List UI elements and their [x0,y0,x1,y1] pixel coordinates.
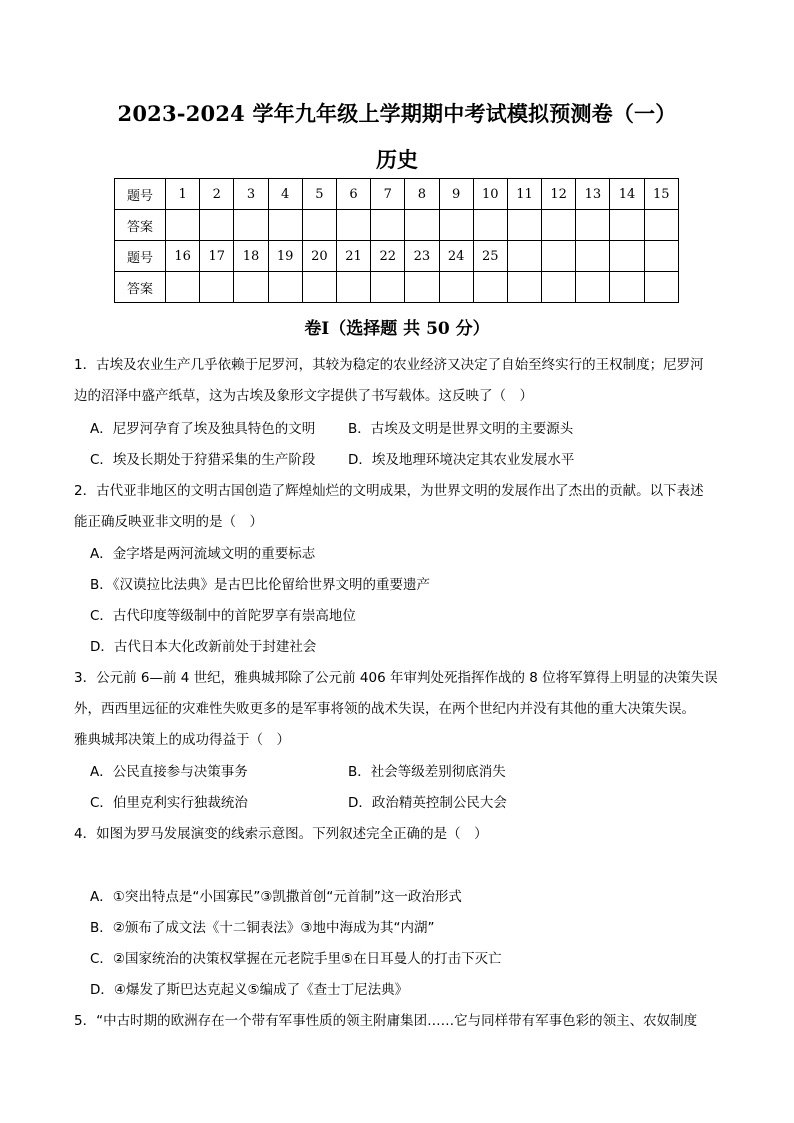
answer-cell [439,210,473,241]
question-number-cell: 20 [302,241,336,272]
question-3-option-c: C．伯里克利实行独裁统治 [90,795,248,811]
question-number-cell: 17 [200,241,234,272]
answer-cell [507,272,541,303]
question-number-cell: 24 [439,241,473,272]
answer-cell [405,272,439,303]
answer-cell [644,272,678,303]
row-label: 题号 [115,179,166,210]
answer-cell [302,272,336,303]
question-number-cell: 18 [234,241,268,272]
exam-title: 2023-2024 学年九年级上学期期中考试模拟预测卷（一） [117,101,677,126]
question-number-cell: 6 [336,179,370,210]
subject-title: 历史 [376,147,418,172]
answer-cell [610,210,644,241]
table-row [115,179,679,210]
question-number-cell: 2 [200,179,234,210]
answer-cell [473,210,507,241]
answer-cell [371,272,405,303]
answer-cell [268,272,302,303]
question-3-option-a: A．公民直接参与决策事务 [90,764,248,780]
question-3-stem-line: 3．公元前 6—前 4 世纪，雅典城邦除了公元前 406 年审判处死指挥作战的 8 位将军算得上明显的决策失误 [74,670,718,686]
question-3-stem-line: 雅典城邦决策上的成功得益于（ ） [74,732,290,748]
question-number-cell: 21 [336,241,370,272]
table-row [115,272,679,303]
question-2-option-d: D．古代日本大化改新前处于封建社会 [90,639,317,655]
question-number-cell: 8 [405,179,439,210]
question-number-cell: 19 [268,241,302,272]
question-1-option-d: D．埃及地理环境决定其农业发展水平 [348,452,575,468]
question-number-cell: 10 [473,179,507,210]
question-4-option-a: A．①突出特点是“小国寡民”③凯撒首创“元首制”这一政治形式 [90,889,462,905]
answer-cell [166,210,200,241]
row-label: 答案 [115,272,166,303]
answer-cell [336,210,370,241]
question-number-cell: 7 [371,179,405,210]
question-2-stem-line: 2．古代亚非地区的文明古国创造了辉煌灿烂的文明成果，为世界文明的发展作出了杰出的贡献。以下表述 [74,483,704,499]
question-number-cell [576,241,610,272]
question-3-stem-line: 外，西西里远征的灾难性失败更多的是军事将领的战术失误，在两个世纪内并没有其他的重大决策失误。 [74,701,695,717]
question-number-cell: 9 [439,179,473,210]
question-number-cell: 25 [473,241,507,272]
question-number-cell: 1 [166,179,200,210]
answer-cell [371,210,405,241]
question-4-option-b: B．②颁布了成文法《十二铜表法》③地中海成为其“内湖” [90,920,435,936]
question-2-option-a: A．金字塔是两河流域文明的重要标志 [90,546,316,562]
answer-cell [234,210,268,241]
question-2-option-c: C．古代印度等级制中的首陀罗享有崇高地位 [90,608,356,624]
answer-cell [166,272,200,303]
question-4-stem-line: 4．如图为罗马发展演变的线索示意图。下列叙述完全正确的是（ ） [74,826,488,842]
question-5-stem-line: 5．“中古时期的欧洲存在一个带有军事性质的领主附庸集团……它与同样带有军事色彩的领主、农奴制度 [74,1013,698,1029]
question-number-cell: 13 [576,179,610,210]
answer-cell [473,272,507,303]
row-label: 题号 [115,241,166,272]
answer-cell [576,272,610,303]
question-number-cell: 22 [371,241,405,272]
question-number-cell [507,241,541,272]
answer-cell [644,210,678,241]
question-3-option-b: B．社会等级差别彻底消失 [348,764,506,780]
answer-cell [200,272,234,303]
answer-cell [610,272,644,303]
question-1-stem-line: 1．古埃及农业生产几乎依赖于尼罗河，其较为稳定的农业经济又决定了自始至终实行的王权制度；尼罗河 [74,357,704,373]
section-title: 卷Ⅰ（选择题 共 50 分） [304,319,490,339]
question-4-option-c: C．②国家统治的决策权掌握在元老院手里⑤在日耳曼人的打击下灭亡 [90,951,502,967]
answer-cell [336,272,370,303]
question-number-cell: 3 [234,179,268,210]
question-number-cell: 5 [302,179,336,210]
question-2-option-b: B．《汉谟拉比法典》是古巴比伦留给世界文明的重要遗产 [90,577,431,593]
answer-cell [507,210,541,241]
question-number-cell [610,241,644,272]
row-label: 答案 [115,210,166,241]
answer-cell [405,210,439,241]
question-number-cell: 14 [610,179,644,210]
answer-cell [234,272,268,303]
question-number-cell: 11 [507,179,541,210]
question-1-option-c: C．埃及长期处于狩猎采集的生产阶段 [90,452,316,468]
question-number-cell [644,241,678,272]
question-1-option-a: A．尼罗河孕育了埃及独具特色的文明 [90,421,316,437]
question-number-cell: 4 [268,179,302,210]
question-3-option-d: D．政治精英控制公民大会 [348,795,507,811]
answer-cell [302,210,336,241]
table-row [115,241,679,272]
question-4-option-d: D．④爆发了斯巴达克起义⑤编成了《查士丁尼法典》 [90,982,409,998]
question-1-stem-line: 边的沼泽中盛产纸草，这为古埃及象形文字提供了书写载体。这反映了（ ） [74,388,533,404]
answer-cell [439,272,473,303]
answer-cell [542,210,576,241]
question-number-cell: 15 [644,179,678,210]
question-number-cell: 12 [542,179,576,210]
question-1-option-b: B．古埃及文明是世界文明的主要源头 [348,421,574,437]
question-number-cell: 23 [405,241,439,272]
answer-cell [576,210,610,241]
question-number-cell: 16 [166,241,200,272]
answer-cell [200,210,234,241]
question-2-stem-line: 能正确反映亚非文明的是（ ） [74,514,263,530]
answer-table [114,178,679,303]
question-number-cell [542,241,576,272]
answer-cell [542,272,576,303]
table-row [115,210,679,241]
answer-cell [268,210,302,241]
